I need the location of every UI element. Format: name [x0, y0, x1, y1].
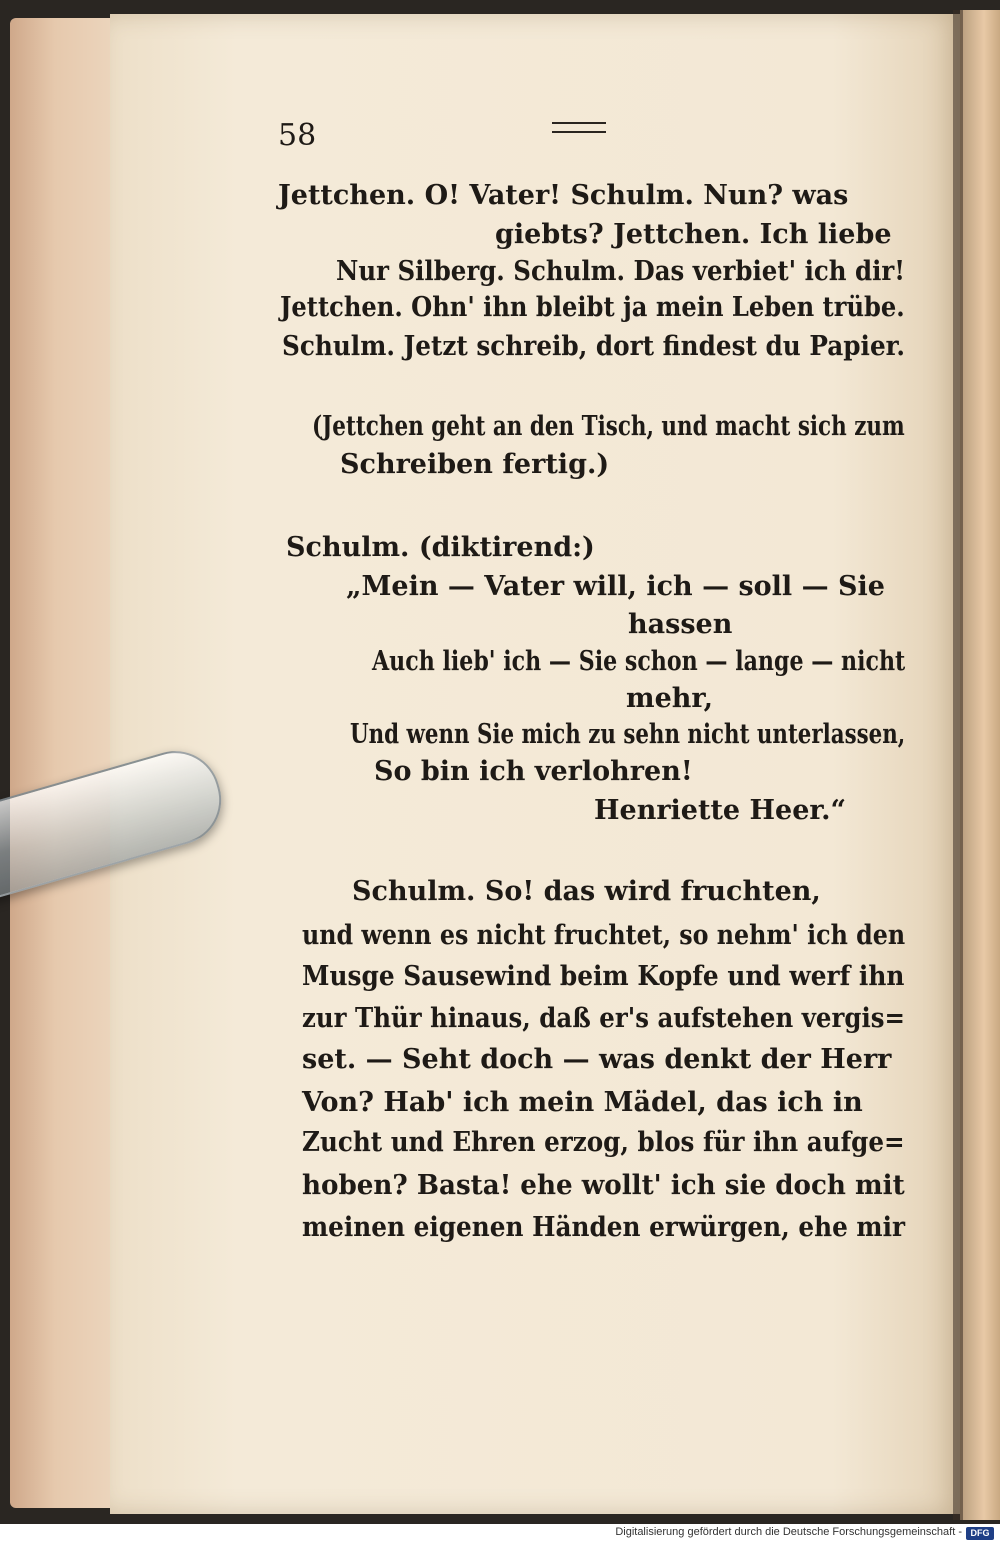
dfg-logo: DFG	[966, 1527, 994, 1540]
footer-credit: Digitalisierung gefördert durch die Deutsche Forschungsgemeinschaft -	[615, 1526, 962, 1538]
text-line: Jettchen. Ohn' ihn bleibt ja mein Leben trübe.	[280, 292, 905, 323]
text-line: und wenn es nicht fruchtet, so nehm' ich den	[302, 920, 906, 951]
text-line: Zucht und Ehren erzog, blos für ihn aufge=	[302, 1127, 905, 1158]
text-line: meinen eigenen Händen erwürgen, ehe mir	[302, 1212, 906, 1243]
text-line: So bin ich verlohren!	[374, 756, 693, 787]
facing-page-edge	[960, 10, 1000, 1520]
gutter-shadow	[953, 10, 963, 1520]
text-line: „Mein — Vater will, ich — soll — Sie	[346, 571, 885, 602]
text-line: Musge Sausewind beim Kopfe und werf ihn	[302, 961, 905, 992]
text-line: Schulm. Jetzt schreib, dort findest du Papier.	[282, 331, 906, 362]
text-line: Und wenn Sie mich zu sehn nicht unterlassen,	[350, 719, 906, 750]
text-line: Nur Silberg. Schulm. Das verbiet' ich dir!	[336, 256, 906, 287]
text-line: zur Thür hinaus, daß er's aufstehen vergis=	[302, 1003, 905, 1034]
text-line: Schulm. So! das wird fruchten,	[352, 876, 821, 907]
text-line: Von? Hab' ich mein Mädel, das ich in	[302, 1087, 863, 1118]
text-line: giebts? Jettchen. Ich liebe	[495, 219, 892, 250]
text-line: Schulm. (diktirend:)	[286, 532, 595, 563]
text-line: Jettchen. O! Vater! Schulm. Nun? was	[278, 180, 849, 211]
text-line: hoben? Basta! ehe wollt' ich sie doch mit	[302, 1170, 905, 1201]
text-line: Schreiben fertig.)	[340, 449, 610, 480]
text-line: set. — Seht doch — was denkt der Herr	[302, 1044, 892, 1075]
header-rule	[552, 122, 606, 133]
text-line: hassen	[628, 609, 733, 640]
text-line: (Jettchen geht an den Tisch, und macht sich zum	[312, 411, 905, 442]
text-line: Auch lieb' ich — Sie schon — lange — nicht	[372, 646, 906, 677]
text-line: Henriette Heer.“	[594, 795, 847, 826]
page-number: 58	[278, 118, 317, 153]
footer-bar	[0, 1524, 1000, 1544]
text-line: mehr,	[626, 683, 714, 714]
